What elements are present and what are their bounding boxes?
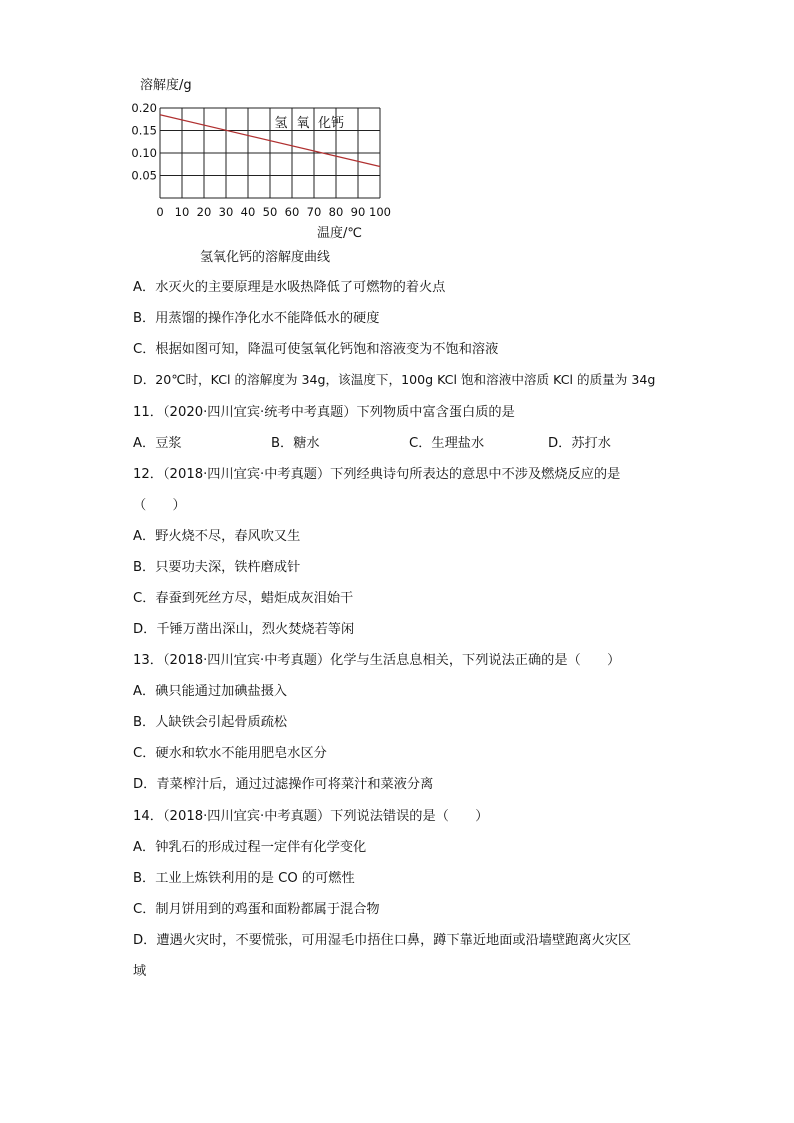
- q12-option-a: A．野火烧不尽，春风吹又生: [133, 529, 301, 544]
- q13-option-b: B．人缺铁会引起骨质疏松: [133, 715, 288, 730]
- chart-annotation: 氧: [296, 116, 310, 131]
- x-tick-label: 40: [240, 205, 256, 219]
- q12-option-c: C．春蚕到死丝方尽，蜡炬成灰泪始干: [133, 591, 354, 606]
- x-tick-label: 100: [369, 205, 391, 219]
- x-tick-label: 50: [262, 205, 278, 219]
- q14-option-c: C．制月饼用到的鸡蛋和面粉都属于混合物: [133, 902, 380, 917]
- x-tick-label: 70: [306, 205, 322, 219]
- q10-option-a: A．水灭火的主要原理是水吸热降低了可燃物的着火点: [133, 280, 446, 295]
- chart-annotation: 化钙: [317, 116, 345, 131]
- q10-option-b: B．用蒸馏的操作净化水不能降低水的硬度: [133, 311, 380, 326]
- q10-option-d: D．20℃时，KCl 的溶解度为 34g，该温度下，100g KCl 饱和溶液中溶质 KCl 的质量为 34g: [133, 372, 656, 387]
- q11-option-c: C．生理盐水: [409, 436, 485, 451]
- q11-option-d: D．苏打水: [548, 436, 611, 451]
- q11-option-b: B．糖水: [271, 436, 320, 451]
- chart-x-label: 温度/℃: [317, 226, 362, 241]
- x-tick-label: 30: [218, 205, 234, 219]
- q13-option-d: D．青菜榨汁后，通过过滤操作可将菜汁和菜液分离: [133, 777, 434, 792]
- q12-option-d: D．千锤万凿出深山，烈火焚烧若等闲: [133, 622, 355, 637]
- q13-stem: 13．（2018·四川宜宾·中考真题）化学与生活息息相关，下列说法正确的是（ ）: [133, 653, 621, 668]
- y-tick-label: 0.10: [131, 146, 157, 160]
- q13-option-c: C．硬水和软水不能用肥皂水区分: [133, 746, 327, 761]
- y-tick-label: 0.05: [131, 168, 157, 183]
- q12-option-b: B．只要功夫深，铁杵磨成针: [133, 560, 301, 575]
- q11-stem: 11．（2020·四川宜宾·统考中考真题）下列物质中富含蛋白质的是: [133, 405, 515, 420]
- x-tick-label: 80: [328, 205, 344, 219]
- y-tick-label: 0.15: [131, 123, 157, 138]
- chart-annotation: 氢: [274, 116, 288, 131]
- q13-option-a: A．碘只能通过加碘盐摄入: [133, 684, 288, 699]
- q14-option-b: B．工业上炼铁利用的是 CO 的可燃性: [133, 871, 355, 886]
- q14-option-a: A．钟乳石的形成过程一定伴有化学变化: [133, 840, 367, 855]
- q11-options: [133, 432, 733, 452]
- q14-option-d: D．遭遇火灾时，不要慌张，可用湿毛巾捂住口鼻，蹲下靠近地面或沿墙壁跑离火灾区: [133, 933, 632, 948]
- chart-y-label: 溶解度/g: [140, 78, 192, 93]
- q12-blank: （ ）: [133, 498, 186, 513]
- q14-option-d-continuation: 域: [133, 964, 147, 979]
- x-tick-label: 20: [196, 205, 212, 219]
- x-tick-label: 0: [156, 205, 164, 219]
- x-tick-label: 90: [350, 205, 366, 219]
- x-tick-label: 10: [174, 205, 190, 219]
- q10-option-c: C．根据如图可知，降温可使氢氧化钙饱和溶液变为不饱和溶液: [133, 342, 499, 357]
- chart-caption: 氢氧化钙的溶解度曲线: [200, 250, 331, 265]
- q11-option-a: A．豆浆: [133, 436, 182, 451]
- solubility-chart: [130, 70, 420, 270]
- x-tick-label: 60: [284, 205, 300, 219]
- q14-stem: 14．（2018·四川宜宾·中考真题）下列说法错误的是（ ）: [133, 809, 489, 824]
- y-tick-label: 0.20: [131, 101, 157, 115]
- q12-stem: 12．（2018·四川宜宾·中考真题）下列经典诗句所表达的意思中不涉及燃烧反应的是: [133, 467, 621, 482]
